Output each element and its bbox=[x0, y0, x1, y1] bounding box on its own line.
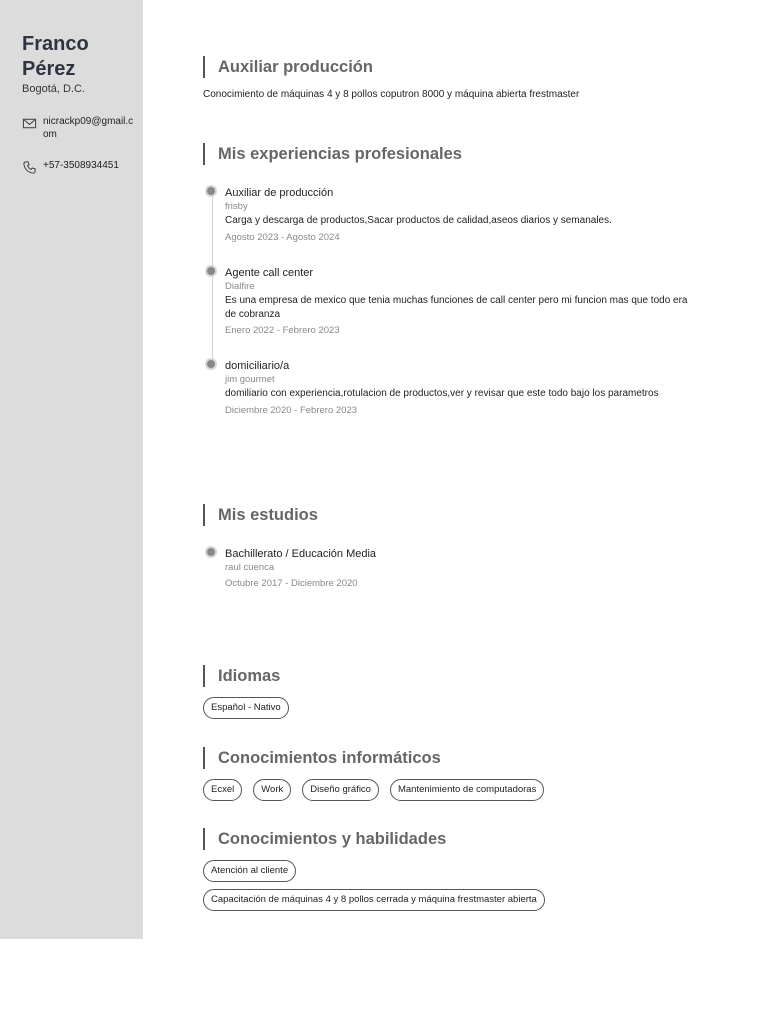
study-dates: Octubre 2017 - Diciembre 2020 bbox=[225, 578, 358, 589]
city: Bogotá, D.C. bbox=[22, 83, 85, 95]
computer-skills-tags bbox=[203, 779, 544, 801]
skills-tags-row-1 bbox=[203, 860, 296, 882]
degree: Bachillerato / Educación Media bbox=[225, 548, 377, 560]
computer-skills-title: Conocimientos informáticos bbox=[203, 747, 441, 769]
experience-item bbox=[203, 359, 693, 417]
phone-icon bbox=[22, 160, 37, 175]
job-company: Dialfire bbox=[225, 281, 255, 292]
objective-text: Conocimiento de máquinas 4 y 8 pollos coputron 8000 y máquina abierta frestmaster bbox=[203, 89, 580, 100]
skill-tag: Work bbox=[253, 779, 291, 801]
school: raul cuenca bbox=[225, 562, 275, 573]
job-company: frisby bbox=[225, 201, 248, 212]
experience-title: Mis experiencias profesionales bbox=[203, 143, 462, 165]
last-name: Pérez bbox=[22, 58, 76, 80]
email-contact[interactable] bbox=[22, 115, 135, 141]
skill-tag: Atención al cliente bbox=[203, 860, 296, 882]
bullet-dot bbox=[207, 267, 215, 275]
job-description: Es una empresa de mexico que tenia muchas funciones de call center pero mi funcion mas que todo era de cobranza bbox=[225, 295, 688, 320]
skill-tag: Mantenimiento de computadoras bbox=[390, 779, 544, 801]
skill-tag: Capacitación de máquinas 4 y 8 pollos cerrada y máquina frestmaster abierta bbox=[203, 889, 545, 911]
languages-tags bbox=[203, 697, 289, 719]
phone-text[interactable]: +57-3508934451 bbox=[43, 160, 119, 171]
job-description: domiliario con experiencia,rotulacion de productos,ver y revisar que este todo bajo los parametros bbox=[225, 388, 659, 399]
education-item bbox=[203, 547, 693, 590]
job-dates: Diciembre 2020 - Febrero 2023 bbox=[225, 404, 358, 416]
phone-contact[interactable] bbox=[22, 159, 135, 175]
job-role: domiciliario/a bbox=[225, 360, 290, 372]
job-role: Auxiliar de producción bbox=[225, 187, 334, 199]
sidebar bbox=[0, 0, 143, 939]
experience-item bbox=[203, 186, 693, 244]
skill-tag: Diseño gráfico bbox=[302, 779, 379, 801]
email-text[interactable]: nicrackp09@gmail.com bbox=[43, 116, 134, 140]
language-tag: Español - Nativo bbox=[203, 697, 289, 719]
mail-icon bbox=[22, 116, 37, 131]
first-name: Franco bbox=[22, 33, 89, 55]
skills-tags-row-2 bbox=[203, 889, 545, 911]
bullet-dot bbox=[207, 187, 215, 195]
experience-item bbox=[203, 266, 693, 337]
job-dates: Agosto 2023 - Agosto 2024 bbox=[225, 231, 340, 243]
skills-title: Conocimientos y habilidades bbox=[203, 828, 446, 850]
skill-tag: Ecxel bbox=[203, 779, 242, 801]
education-title: Mis estudios bbox=[203, 504, 318, 526]
job-company: jim gourmet bbox=[225, 374, 275, 385]
bullet-dot bbox=[207, 360, 215, 368]
bullet-dot bbox=[207, 548, 215, 556]
job-role: Agente call center bbox=[225, 267, 314, 279]
job-dates: Enero 2022 - Febrero 2023 bbox=[225, 325, 340, 336]
languages-title: Idiomas bbox=[203, 665, 280, 687]
full-name bbox=[22, 32, 132, 82]
objective-title: Auxiliar producción bbox=[203, 56, 373, 78]
job-description: Carga y descarga de productos,Sacar productos de calidad,aseos diarios y semanales. bbox=[225, 215, 612, 226]
